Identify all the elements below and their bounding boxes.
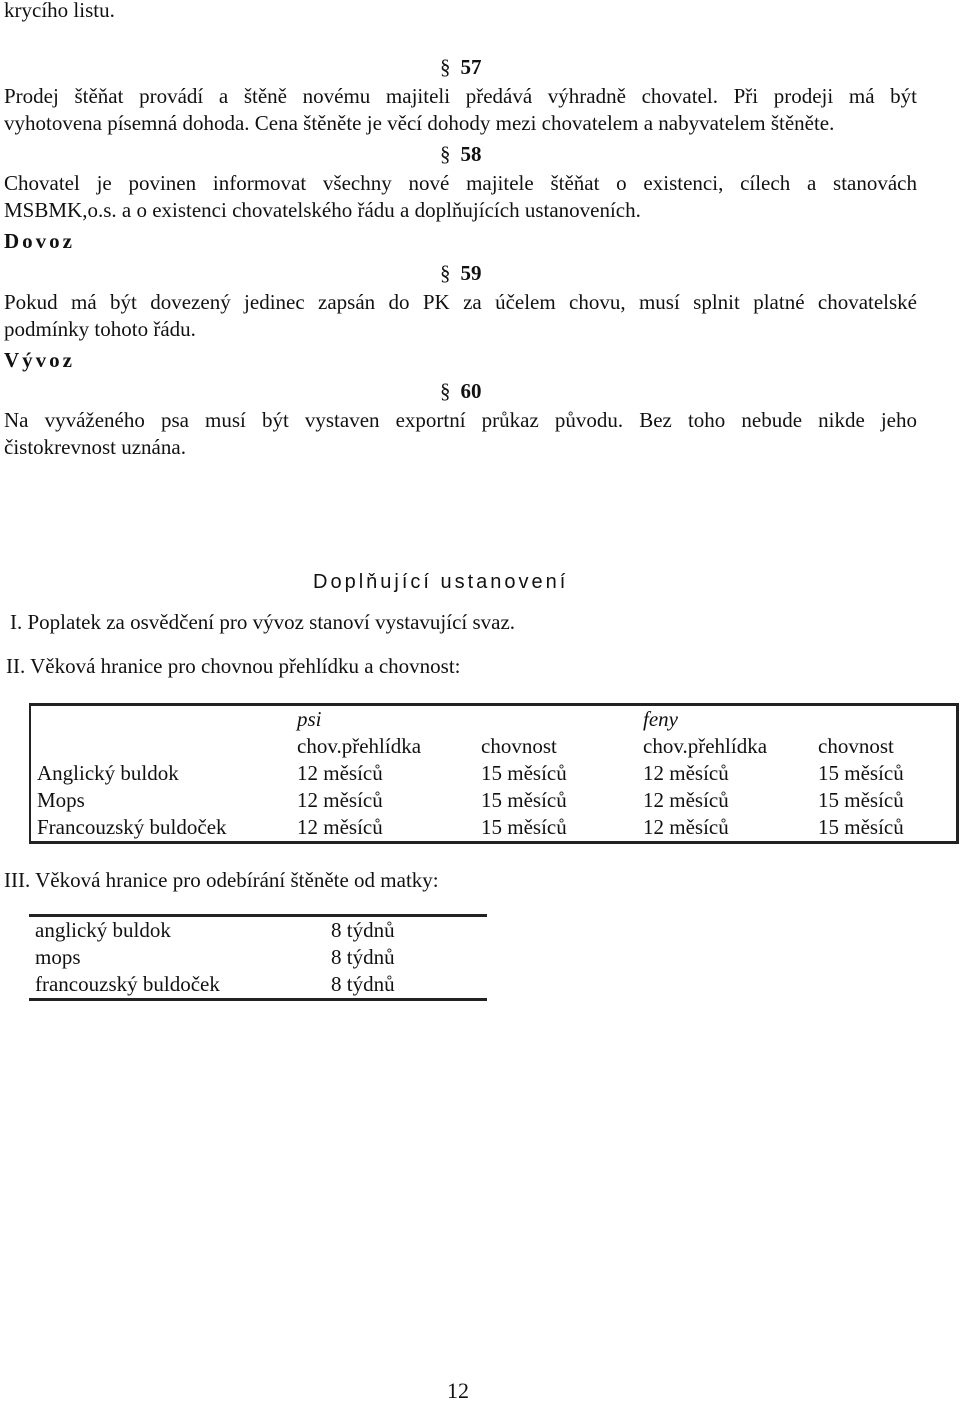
section-60-line-1: Na vyváženého psa musí být vystaven exportní průkaz původu. Bez toho nebude nikde jeho bbox=[4, 408, 917, 432]
section-58-line-1: Chovatel je povinen informovat všechny nové majitele štěňat o existenci, cílech a stanovách bbox=[4, 171, 917, 195]
table-row bbox=[29, 944, 487, 971]
section-59-line-2: podmínky tohoto řádu. bbox=[4, 317, 196, 341]
top-fragment: krycího listu. bbox=[4, 0, 115, 22]
paragraph-symbol-icon: § bbox=[440, 379, 451, 403]
table-row bbox=[29, 971, 487, 1000]
section-57-line-1: Prodej štěňat provádí a štěně novému majiteli předává výhradně chovatel. Při prodeji má být bbox=[4, 84, 917, 108]
table-cell: 8 týdnů bbox=[331, 945, 395, 969]
table-cell: 8 týdnů bbox=[331, 918, 395, 942]
table-row bbox=[29, 916, 487, 945]
table-cell: 12 měsíců bbox=[643, 815, 729, 839]
section-57-line-2: vyhotovena písemná dohoda. Cena štěněte je věcí dohody mezi chovatelem a nabyvatelem štěněte. bbox=[4, 111, 835, 135]
table-row bbox=[30, 733, 958, 760]
table-row bbox=[30, 814, 958, 843]
section-60-title: § 60 bbox=[440, 379, 482, 403]
breed-cell: anglický buldok bbox=[35, 918, 171, 942]
table-cell: 12 měsíců bbox=[643, 761, 729, 785]
subheader-cell: chov.přehlídka bbox=[643, 734, 768, 758]
breed-cell: mops bbox=[35, 945, 81, 969]
supplement-title: Doplňující ustanovení bbox=[313, 571, 569, 593]
supplement-item-1: I. Poplatek za osvědčení pro vývoz stanoví vystavující svaz. bbox=[10, 610, 516, 634]
age-limit-table bbox=[29, 703, 959, 844]
table-cell: 12 měsíců bbox=[297, 788, 383, 812]
group-header-feny: feny bbox=[643, 707, 678, 731]
table-cell: 15 měsíců bbox=[818, 815, 904, 839]
table-cell: 12 měsíců bbox=[297, 815, 383, 839]
table-row bbox=[30, 787, 958, 814]
section-59-line-1: Pokud má být dovezený jedinec zapsán do PK za účelem chovu, musí splnit platné chovatelské bbox=[4, 290, 917, 314]
paragraph-symbol-icon: § bbox=[440, 55, 451, 79]
paragraph-symbol-icon: § bbox=[440, 142, 451, 166]
breed-cell: Mops bbox=[37, 788, 85, 812]
heading-vyvoz: Vývoz bbox=[4, 348, 75, 372]
breed-cell: Anglický buldok bbox=[37, 761, 179, 785]
heading-dovoz: Dovoz bbox=[4, 229, 75, 253]
subheader-cell: chovnost bbox=[818, 734, 894, 758]
table-cell: 8 týdnů bbox=[331, 972, 395, 996]
supplement-item-2: II. Věková hranice pro chovnou přehlídku a chovnost: bbox=[6, 654, 461, 678]
group-header-psi: psi bbox=[297, 707, 322, 731]
subheader-cell: chov.přehlídka bbox=[297, 734, 422, 758]
breed-cell: francouzský buldoček bbox=[35, 972, 220, 996]
table-cell: 15 měsíců bbox=[481, 815, 567, 839]
table-cell: 15 měsíců bbox=[818, 761, 904, 785]
section-60-line-2: čistokrevnost uznána. bbox=[4, 435, 186, 459]
table-cell: 12 měsíců bbox=[643, 788, 729, 812]
supplement-item-3: III. Věková hranice pro odebírání štěněte od matky: bbox=[4, 868, 439, 892]
table-row bbox=[30, 760, 958, 787]
table-row bbox=[30, 705, 958, 734]
table-cell: 15 měsíců bbox=[481, 788, 567, 812]
section-57-title: § 57 bbox=[440, 55, 482, 79]
paragraph-symbol-icon: § bbox=[440, 261, 451, 285]
table-cell: 15 měsíců bbox=[481, 761, 567, 785]
table-cell: 15 měsíců bbox=[818, 788, 904, 812]
page-number: 12 bbox=[447, 1378, 469, 1403]
subheader-cell: chovnost bbox=[481, 734, 557, 758]
section-58-title: § 58 bbox=[440, 142, 482, 166]
breed-cell: Francouzský buldoček bbox=[37, 815, 227, 839]
table-cell: 12 měsíců bbox=[297, 761, 383, 785]
section-59-title: § 59 bbox=[440, 261, 482, 285]
section-58-line-2: MSBMK,o.s. a o existenci chovatelského řádu a doplňujících ustanoveních. bbox=[4, 198, 641, 222]
weaning-age-table bbox=[29, 914, 487, 1001]
